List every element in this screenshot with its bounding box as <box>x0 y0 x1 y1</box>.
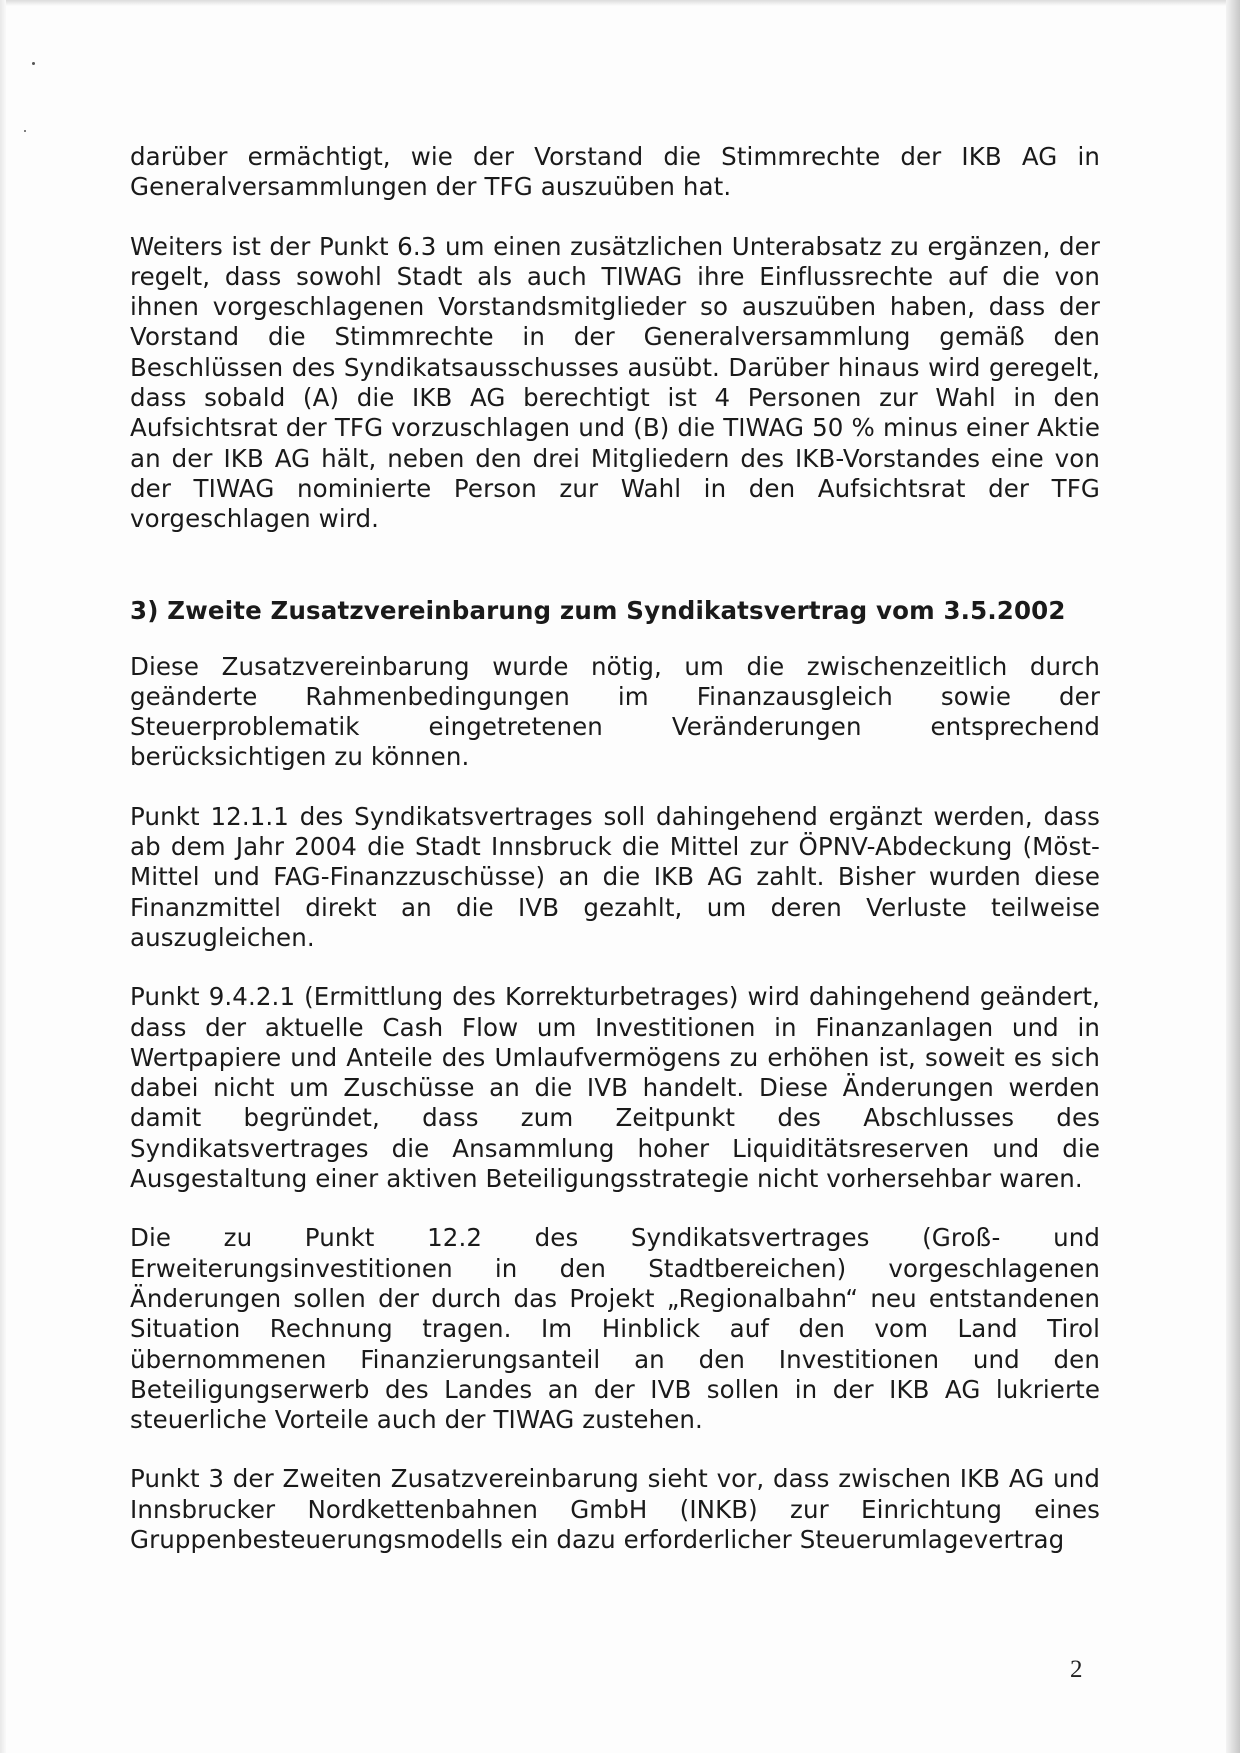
paragraph-voting-rights: darüber ermächtigt, wie der Vorstand die Stimmrechte der IKB AG in Generalversammlungen der TFG auszuüben hat. <box>130 142 1100 202</box>
page-number: 2 <box>1070 1656 1083 1683</box>
scan-speck <box>32 62 35 65</box>
paragraph-reason: Diese Zusatzvereinbarung wurde nötig, um die zwischenzeitlich durch geänderte Rahmenbedingungen im Finanzausgleich sowie der Steuerproblematik eingetretenen Veränderungen entsprechend berücksichtigen zu können. <box>130 651 1100 772</box>
paragraph-point-9-4-2-1: Punkt 9.4.2.1 (Ermittlung des Korrekturbetrages) wird dahingehend geändert, dass der aktuelle Cash Flow um Investitionen in Finanzanlagen und in Wertpapiere und Anteile des Umlaufvermögens zu erhöhen ist, soweit es sich dabei nicht um Zuschüsse an die IVB handelt. Diese Änderungen werden damit begründet, dass zum Zeitpunkt des Abschlusses des Syndikatsvertrages die Ansammlung hoher Liquiditätsreserven und die Ausgestaltung einer aktiven Beteiligungsstrategie nicht vorhersehbar waren. <box>130 982 1100 1194</box>
scan-edge-left <box>0 0 6 1753</box>
section-heading: 3) Zweite Zusatzvereinbarung zum Syndikatsvertrag vom 3.5.2002 <box>130 595 1066 625</box>
scan-speck <box>24 130 26 132</box>
scan-edge-right <box>1226 0 1240 1753</box>
paragraph-point-12-2: Die zu Punkt 12.2 des Syndikatsvertrages (Groß- und Erweiterungsinvestitionen in den Stadtbereichen) vorgeschlagenen Änderungen sollen der durch das Projekt „Regionalbahn“ neu entstandenen Situation Rechnung tragen. Im Hinblick auf den vom Land Tirol übernommenen Finanzierungsanteil an den Investitionen und den Beteiligungserwerb des Landes an der IVB sollen in der IKB AG lukrierte steuerliche Vorteile auch der TIWAG zustehen. <box>130 1223 1100 1435</box>
paragraph-point-12-1-1: Punkt 12.1.1 des Syndikatsvertrages soll dahingehend ergänzt werden, dass ab dem Jahr 2004 die Stadt Innsbruck die Mittel zur ÖPNV-Abdeckung (Möst-Mittel und FAG-Finanzzuschüsse) an die IKB AG zahlt. Bisher wurden diese Finanzmittel direkt an die IVB gezahlt, um deren Verluste teilweise auszugleichen. <box>130 801 1100 952</box>
scan-edge-top <box>0 0 1240 6</box>
document-body <box>130 142 1100 1584</box>
paragraph-point-3: Punkt 3 der Zweiten Zusatzvereinbarung sieht vor, dass zwischen IKB AG und Innsbrucker Nordkettenbahnen GmbH (INKB) zur Einrichtung eines Gruppenbesteuerungsmodells ein dazu erforderlicher Steuerumlagevertrag <box>130 1464 1100 1554</box>
paragraph-point-6-3: Weiters ist der Punkt 6.3 um einen zusätzlichen Unterabsatz zu ergänzen, der regelt, dass sowohl Stadt als auch TIWAG ihre Einflussrechte auf die von ihnen vorgeschlagenen Vorstandsmitglieder so auszuüben haben, dass der Vorstand die Stimmrechte in der Generalversammlung gemäß den Beschlüssen des Syndikatsausschusses ausübt. Darüber hinaus wird geregelt, dass sobald (A) die IKB AG berechtigt ist 4 Personen zur Wahl in den Aufsichtsrat der TFG vorzuschlagen und (B) die TIWAG 50 % minus einer Aktie an der IKB AG hält, neben den drei Mitgliedern des IKB-Vorstandes eine von der TIWAG nominierte Person zur Wahl in den Aufsichtsrat der TFG vorgeschlagen wird. <box>130 231 1100 534</box>
